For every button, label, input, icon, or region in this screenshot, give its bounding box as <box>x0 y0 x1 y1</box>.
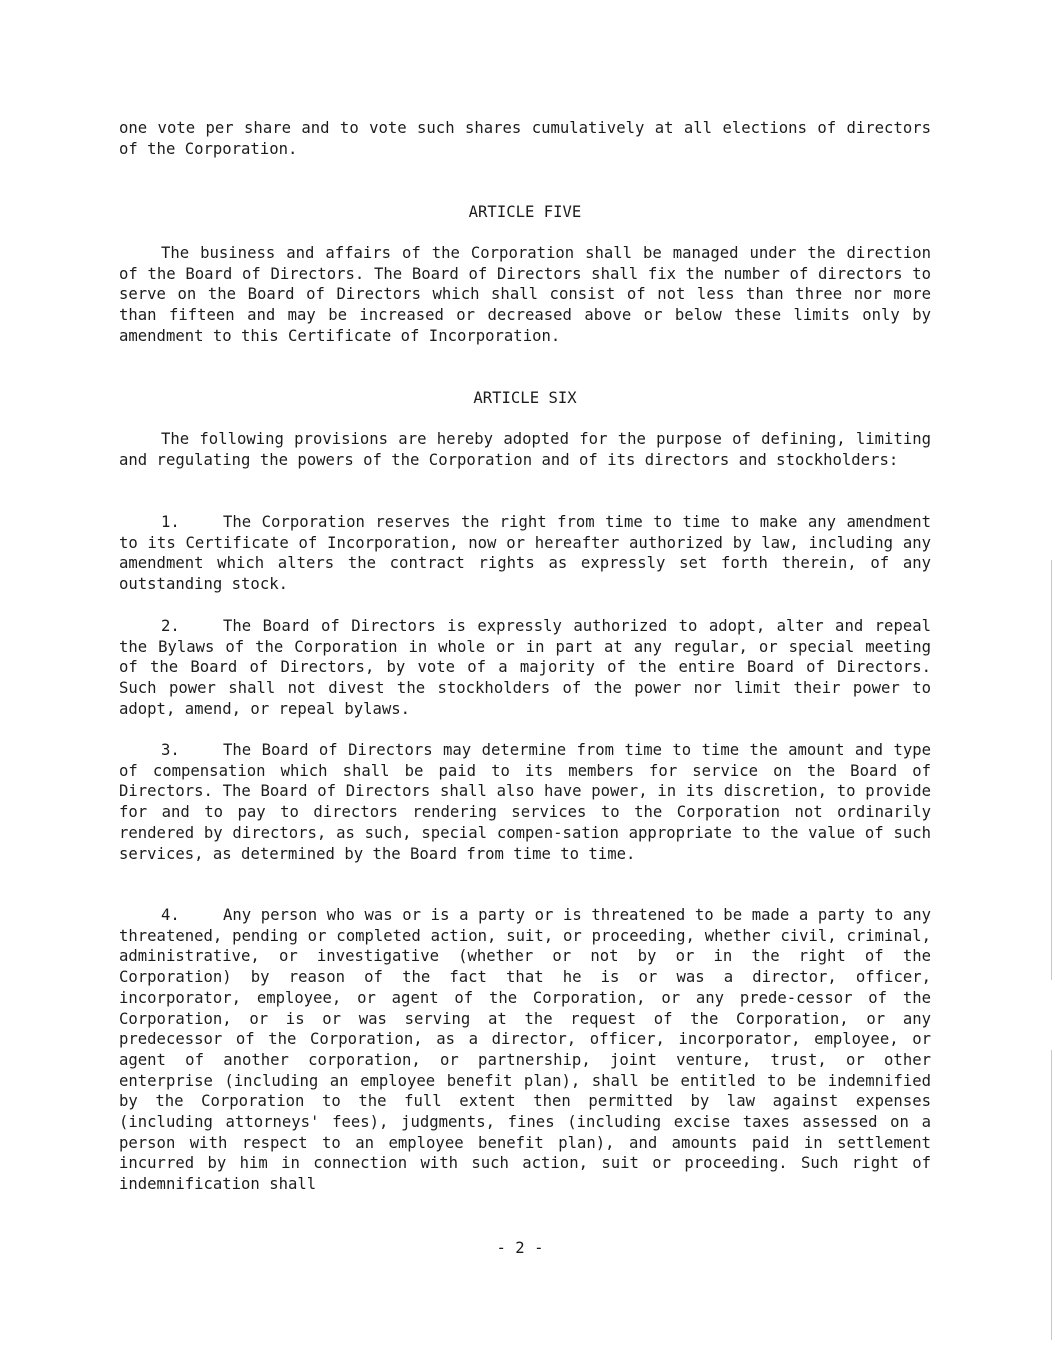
article-six-item-3 <box>119 740 931 864</box>
item-number: 2. <box>161 617 180 635</box>
article-six-item-4 <box>119 905 931 1195</box>
article-six-item-2 <box>119 616 931 720</box>
item-text: The Corporation reserves the right from time to time to make any amendment to its Certificate of Incorporation, now or hereafter authorized by law, including any amendment which alters the contract rights as expressly set forth therein, of any outstanding stock. <box>119 513 931 594</box>
item-text: The Board of Directors may determine from time to time the amount and type of compensation which shall be paid to its members for service on the Board of Directors. The Board of Directors shall also have power, in its discretion, to provide for and to pay to directors rendering services to the Corporation not ordinarily rendered by directors, as such, special compen-sation appropriate to the value of such services, as determined by the Board from time to time. <box>119 741 931 863</box>
item-number: 4. <box>161 906 180 924</box>
item-text: Any person who was or is a party or is threatened to be made a party to any threatened, pending or completed action, suit, or proceeding, whether civil, criminal, administrative, or investigative (whether or not by or in the right of the Corporation) by reason of the fact that he is or was a director, officer, incorporator, employee, or agent of the Corporation, or any prede-cessor of the Corporation, or is or was serving at the request of the Corporation, or any predecessor of the Corporation, as a director, officer, incorporator, employee, or agent of another corporation, or partnership, joint venture, trust, or other enterprise (including an employee benefit plan), shall be entitled to be indemnified by the Corporation to the full extent then permitted by law against expenses (including attorneys' fees), judgments, fines (including excise taxes assessed on a person with respect to an employee benefit plan), and amounts paid in settlement incurred by him in connection with such action, suit or proceeding. Such right of indemnification shall <box>119 906 931 1194</box>
item-number: 1. <box>161 513 180 531</box>
article-six-heading: ARTICLE SIX <box>473 389 577 407</box>
article-five-paragraph: The business and affairs of the Corporation shall be managed under the direction of the Board of Directors. The Board of Directors shall fix the number of directors to serve on the Board of Directors which shall consist of not less than three nor more than fifteen and may be increased or decreased above or below these limits only by amendment to this Certificate of Incorporation. <box>119 244 931 345</box>
scan-edge-shadow-lower <box>1051 1050 1052 1340</box>
intro-paragraph: one vote per share and to vote such shares cumulatively at all elections of directors of the Corporation. <box>119 119 931 158</box>
article-five-heading: ARTICLE FIVE <box>468 203 582 221</box>
article-six-intro: The following provisions are hereby adopted for the purpose of defining, limiting and regulating the powers of the Corporation and of its directors and stockholders: <box>119 430 931 469</box>
scan-edge-shadow <box>1051 560 1052 980</box>
item-text: The Board of Directors is expressly authorized to adopt, alter and repeal the Bylaws of the Corporation in whole or in part at any regular, or special meeting of the Board of Directors, by vote of a majority of the entire Board of Directors. Such power shall not divest the stockholders of the power nor limit their power to adopt, amend, or repeal bylaws. <box>119 617 931 718</box>
item-number: 3. <box>161 741 180 759</box>
article-six-item-1 <box>119 512 931 595</box>
page-number: - 2 - <box>496 1239 544 1257</box>
